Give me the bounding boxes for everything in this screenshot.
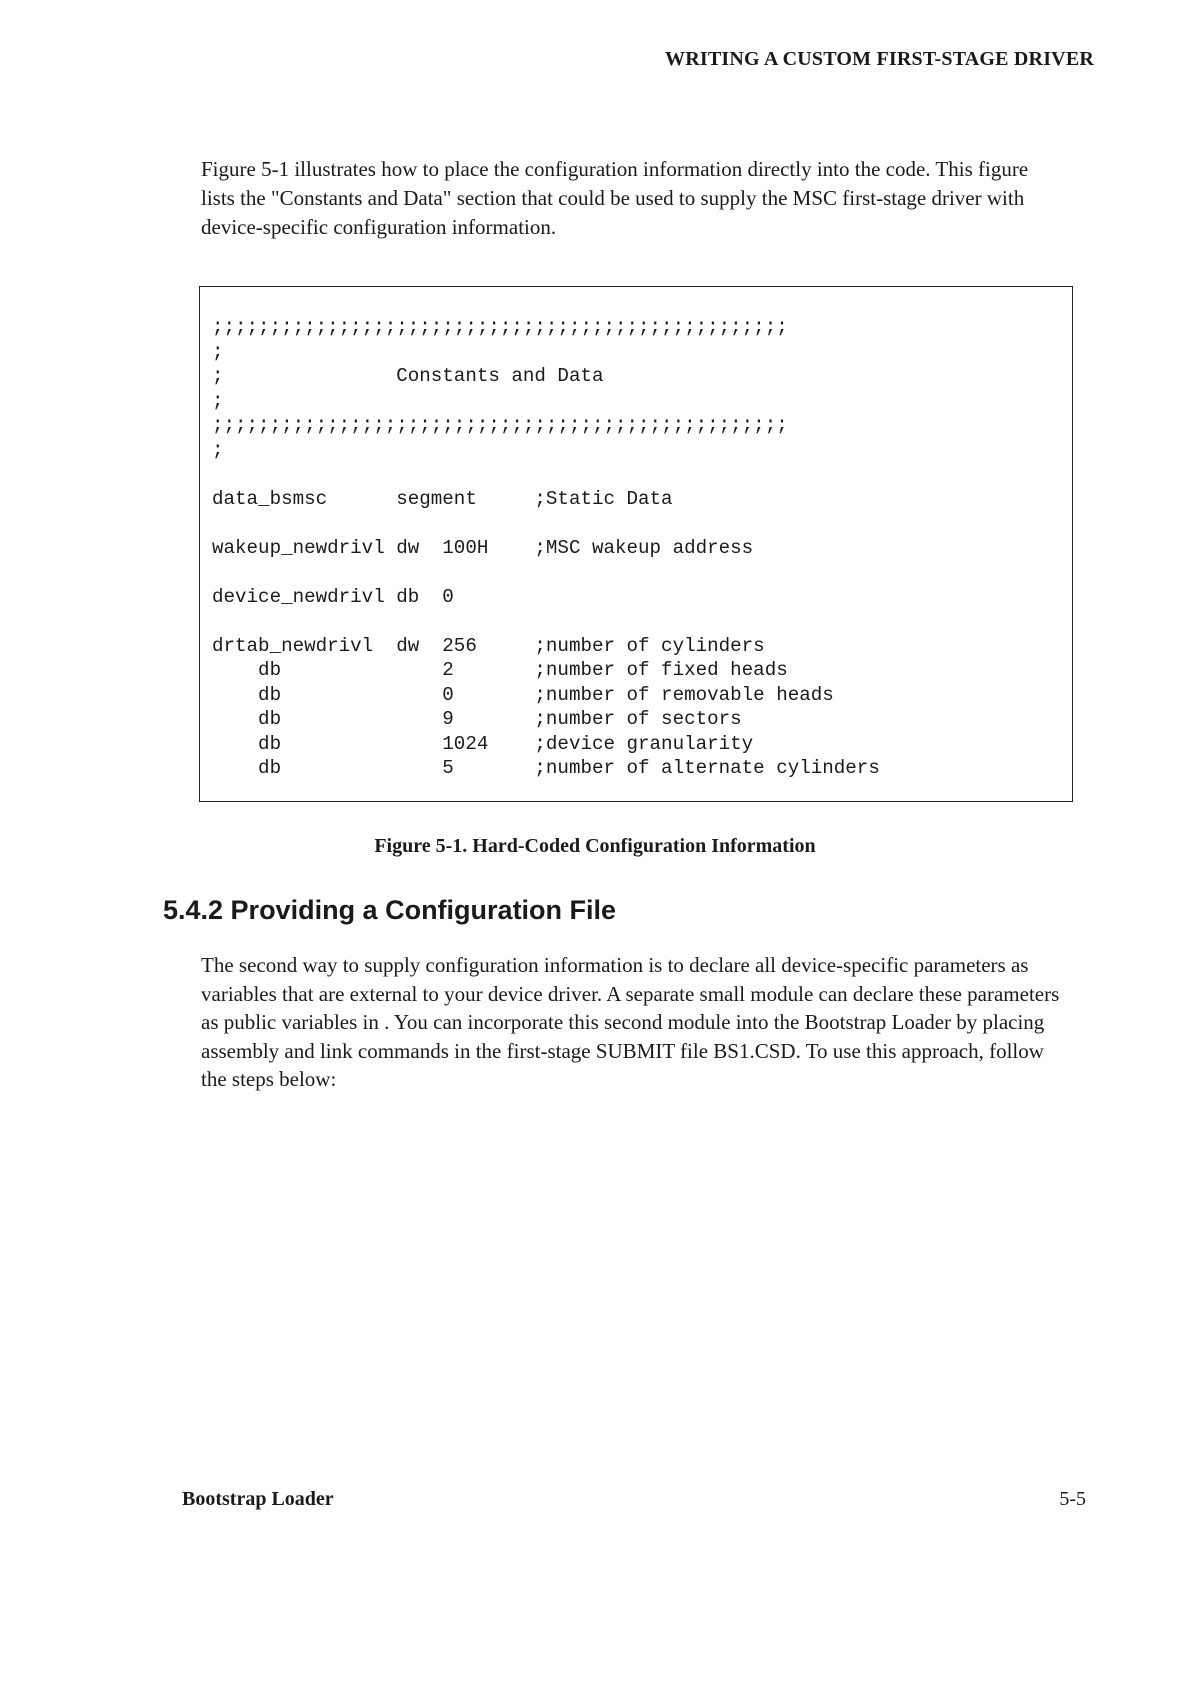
figure-caption: Figure 5-1. Hard-Coded Configuration Information <box>374 835 816 857</box>
body-paragraph: The second way to supply configuration information is to declare all device-specific parameters as variables that are external to your device driver. A separate small module can declare these parameters as public variables in . You can incorporate this second module into the Bootstrap Loader by placing assembly and link commands in the first-stage SUBMIT file BS1.CSD. To use this approach, follow the steps below: <box>201 953 1060 1091</box>
section-heading: 5.4.2 Providing a Configuration File <box>163 895 617 925</box>
code-figure <box>199 286 1073 802</box>
code-listing: ;;;;;;;;;;;;;;;;;;;;;;;;;;;;;;;;;;;;;;;;;;;;;;;;;; ; ; Constants and Data ; ;;;;;;;;;;;;;;;;;;;;;;;;;;;;;;;;;;;;;;;;;;;;;;;;;; ; data_bsmsc segment ;Static Data wakeup_newdrivl dw 100H ;MSC wakeup address device_newdrivl db 0 drtab_newdrivl dw 256 ;number of cylinders db 2 ;number of fixed heads db 0 ;number of removable heads db 9 ;number of sectors db 1024 ;device granularity db 5 ;number of alternate cylinders <box>212 316 880 779</box>
page-number: 5-5 <box>1059 1488 1086 1510</box>
intro-paragraph: Figure 5-1 illustrates how to place the configuration information directly into the code. This figure lists the "Constants and Data" section that could be used to supply the MSC first-stage driver with device-specific configuration information. <box>201 157 1029 239</box>
running-footer-title: Bootstrap Loader <box>182 1488 334 1510</box>
running-header: WRITING A CUSTOM FIRST-STAGE DRIVER <box>665 48 1094 70</box>
